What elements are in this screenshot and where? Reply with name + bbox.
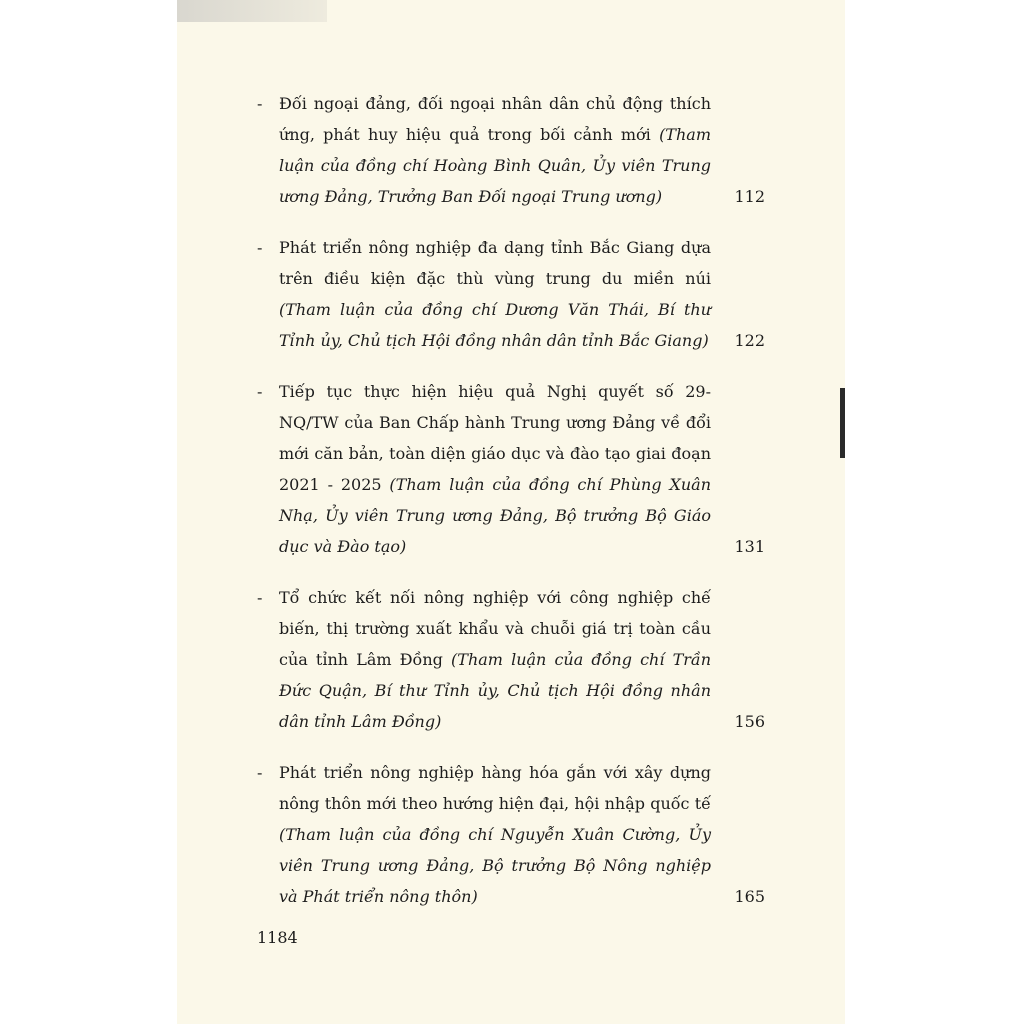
entry-title: Tổ chức kết nối nông nghiệp với công nghiệp chế biến, thị trường xuất khẩu và chuỗi giá trị toàn cầu của tỉnh Lâm Đồng [279,588,711,669]
page-corner-shadow [177,0,327,22]
entry-page-number: 112 [734,187,765,206]
entry-citation: (Tham luận của đồng chí Phùng Xuân Nhạ, Ủy viên Trung ương Đảng, Bộ trưởng Bộ Giáo dục và Đào tạo) [279,475,711,556]
entry-dash: - [257,588,263,607]
entry-page-number: 131 [734,537,765,556]
entry-page-number: 165 [734,887,765,906]
entry-dash: - [257,763,263,782]
entry-body [279,88,711,212]
table-of-contents [257,88,765,932]
entry-body [279,582,711,737]
entry-citation: (Tham luận của đồng chí Nguyễn Xuân Cường, Ủy viên Trung ương Đảng, Bộ trưởng Bộ Nông nghiệp và Phát triển nông thôn) [279,825,711,906]
entry-title: Phát triển nông nghiệp hàng hóa gắn với xây dựng nông thôn mới theo hướng hiện đại, hội nhập quốc tế [279,763,711,813]
entry-body [279,376,711,562]
entry-body [279,232,711,356]
toc-entry [257,582,765,737]
toc-entry [257,88,765,212]
entry-dash: - [257,94,263,113]
entry-citation: (Tham luận của đồng chí Trần Đức Quận, Bí thư Tỉnh ủy, Chủ tịch Hội đồng nhân dân tỉnh Lâm Đồng) [279,650,711,731]
entry-page-number: 156 [734,712,765,731]
entry-page-number: 122 [734,331,765,350]
entry-title: Phát triển nông nghiệp đa dạng tỉnh Bắc Giang dựa trên điều kiện đặc thù vùng trung du miền núi [279,238,711,288]
entry-title: Tiếp tục thực hiện hiệu quả Nghị quyết số 29-NQ/TW của Ban Chấp hành Trung ương Đảng về đổi mới căn bản, toàn diện giáo dục và đào tạo giai đoạn 2021 - 2025 [279,382,711,494]
entry-title: Đối ngoại đảng, đối ngoại nhân dân chủ động thích ứng, phát huy hiệu quả trong bối cảnh mới [279,94,711,144]
entry-citation: (Tham luận của đồng chí Dương Văn Thái, Bí thư Tỉnh ủy, Chủ tịch Hội đồng nhân dân tỉnh Bắc Giang) [279,300,711,350]
entry-dash: - [257,382,263,401]
entry-citation: (Tham luận của đồng chí Hoàng Bình Quân, Ủy viên Trung ương Đảng, Trưởng Ban Đối ngoại Trung ương) [279,125,711,206]
book-page [177,0,845,1024]
toc-entry [257,376,765,562]
page-edge-mark [840,388,845,458]
entry-dash: - [257,238,263,257]
toc-entry [257,757,765,912]
entry-body [279,757,711,912]
toc-entry [257,232,765,356]
page-folio-number: 1184 [257,928,298,947]
